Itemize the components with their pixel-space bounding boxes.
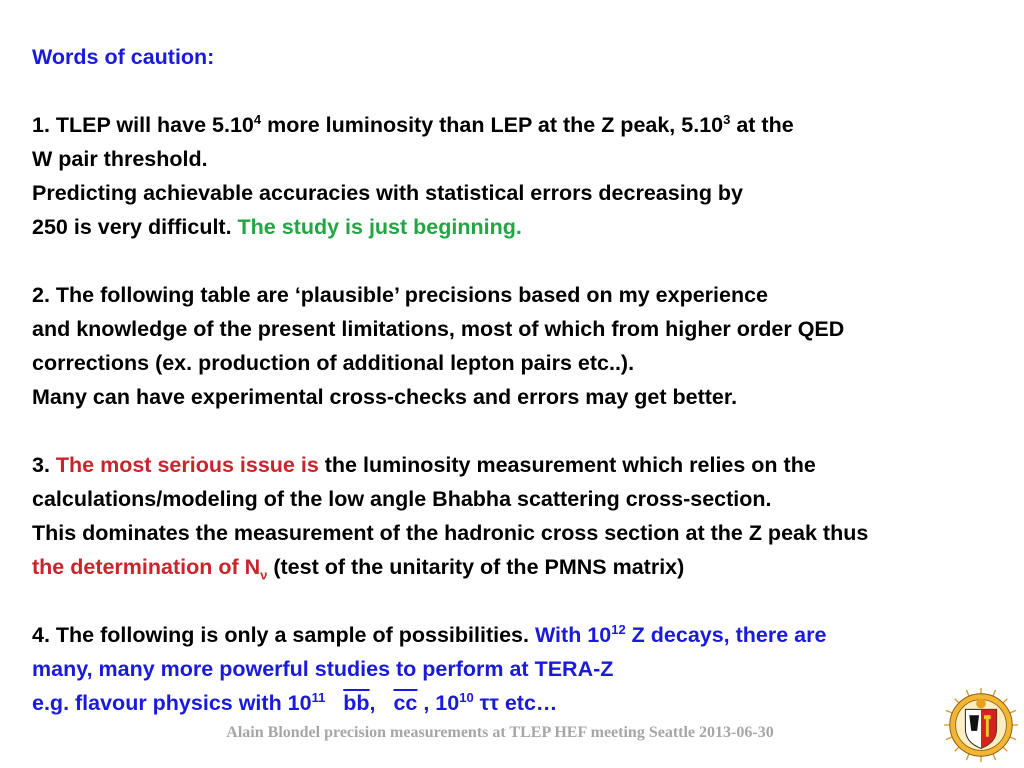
p1-line-1: 1. TLEP will have 5.10$^4$ more luminosity than LEP at the Z peak, 5.10$^3$ at the xyxy=(32,111,794,137)
cbar-symbol: $\overline{cc}$ xyxy=(393,691,418,715)
p2-line-3: corrections (ex. production of additional lepton pairs etc..). xyxy=(32,351,635,375)
p3-line-2: calculations/modeling of the low angle Bhabha scattering cross-section. xyxy=(32,487,772,511)
p2-line-4: Many can have experimental cross-checks and errors may get better. xyxy=(32,385,738,409)
p3-line-3: This dominates the measurement of the hadronic cross section at the Z peak thus xyxy=(32,521,869,545)
spacer xyxy=(32,74,1012,108)
p2-line-1: 2. The following table are ‘plausible’ precisions based on my experience xyxy=(32,283,769,307)
university-of-geneva-seal-icon xyxy=(942,686,1020,764)
spacer xyxy=(32,584,1012,618)
p1-line-4: 250 is very difficult. The study is just beginning. xyxy=(32,215,522,239)
p3-line-4: the determination of $N_\nu$ (test of the unitarity of the PMNS matrix) xyxy=(32,555,685,583)
p3-line-1: 3. The most serious issue is the luminosity measurement which relies on the xyxy=(32,453,816,477)
p4-line-3: e.g. flavour physics with $10^{11}$ $\overline{bb}$, $\overline{cc}$ , $10^{10}$ ττ etc… xyxy=(32,689,558,715)
spacer xyxy=(32,244,1012,278)
highlight-red: The most serious issue is xyxy=(55,453,319,477)
p4-line-2: many, many more powerful studies to perform at TERA-Z xyxy=(32,657,614,681)
highlight-green: The study is just beginning. xyxy=(237,215,522,239)
p2-line-2: and knowledge of the present limitations, most of which from higher order QED xyxy=(32,317,845,341)
p1-line-3: Predicting achievable accuracies with statistical errors decreasing by xyxy=(32,181,744,205)
bbar-symbol: $\overline{bb}$ xyxy=(343,691,370,715)
slide-footer: Alain Blondel precision measurements at TLEP HEF meeting Seattle 2013-06-30 xyxy=(226,724,774,741)
highlight-red: the determination of $N_\nu$ xyxy=(32,555,268,583)
spacer xyxy=(32,414,1012,448)
p1-line-2: W pair threshold. xyxy=(32,147,208,171)
highlight-blue: With $10^{12}$ Z decays, there are xyxy=(534,621,827,647)
slide-body xyxy=(32,40,1012,720)
p4-line-1: 4. The following is only a sample of possibilities. With $10^{12}$ Z decays, there are xyxy=(32,621,827,647)
slide-title: Words of caution: xyxy=(32,45,215,69)
